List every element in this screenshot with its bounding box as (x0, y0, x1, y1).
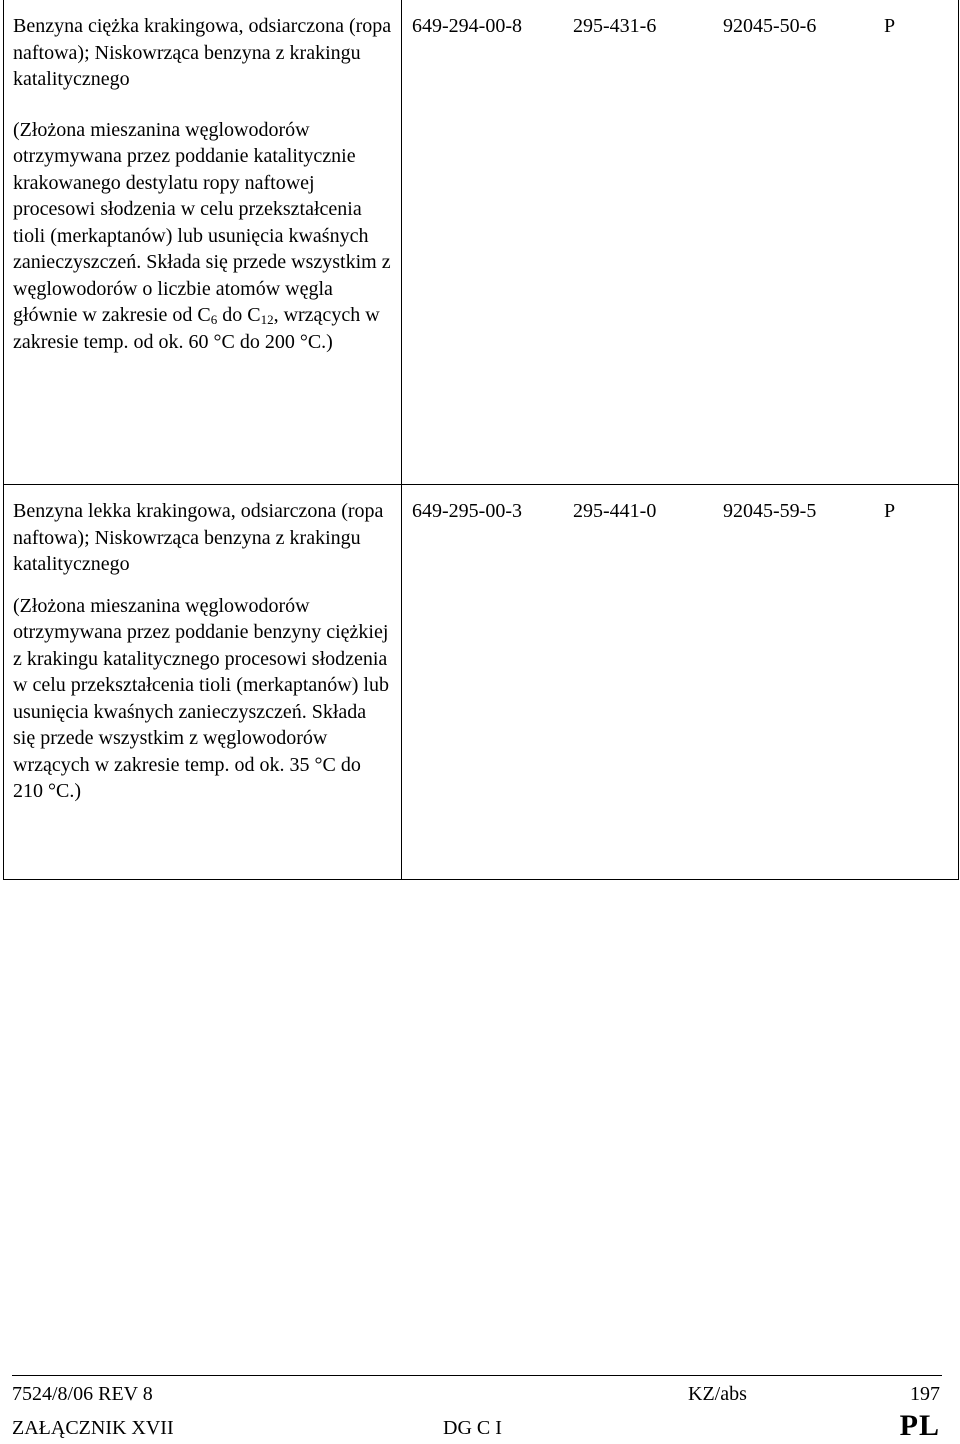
substance-cell (4, 0, 402, 485)
footer-dg: DG C I (443, 1417, 502, 1439)
ec-number: 295-431-6 (573, 15, 657, 37)
footer-divider (12, 1375, 942, 1376)
footer-annex: ZAŁĄCZNIK XVII (12, 1417, 174, 1439)
footer-initials: KZ/abs (688, 1383, 747, 1405)
cas-number: 92045-50-6 (723, 15, 817, 37)
substance-name: Benzyna ciężka krakingowa, odsiarczona (ropa naftowa); Niskowrząca benzyna z krakingu katalitycznego (13, 15, 392, 90)
substance-description: (Złożona mieszanina węglowodorów otrzymywana przez poddanie katalitycznie krakowanego destylatu ropy naftowej procesowi słodzenia w celu przekształcenia tioli (merkaptanów) lub usunięcia kwaśnych zanieczyszczeń. Składa się przede wszystkim z węglowodorów o liczbie atomów węgla głównie w zakresie od $C_6$ do $C_{12}$, wrzących w zakresie temp. od ok. 60 °C do 200 °C.) (13, 118, 391, 353)
identifiers-cell (402, 0, 959, 485)
footer-page-number: 197 (910, 1383, 940, 1405)
table-row (4, 485, 959, 880)
note-code: P (884, 500, 896, 522)
identifiers-cell (402, 485, 959, 880)
substance-name: Benzyna lekka krakingowa, odsiarczona (ropa naftowa); Niskowrząca benzyna z krakingu katalitycznego (13, 500, 384, 575)
index-number: 649-294-00-8 (412, 15, 522, 37)
ec-number: 295-441-0 (573, 500, 657, 522)
index-number: 649-295-00-3 (412, 500, 522, 522)
table-row (4, 0, 959, 485)
cas-number: 92045-59-5 (723, 500, 817, 522)
note-code: P (884, 15, 896, 37)
substance-cell (4, 485, 402, 880)
footer-language: PL (899, 1409, 940, 1442)
footer-doc-ref: 7524/8/06 REV 8 (12, 1383, 153, 1405)
substances-table (3, 0, 959, 880)
substance-description: (Złożona mieszanina węglowodorów otrzymywana przez poddanie benzyny ciężkiej z krakingu katalitycznego procesowi słodzenia w celu przekształcenia tioli (merkaptanów) lub usunięcia kwaśnych zanieczyszczeń. Składa się przede wszystkim z węglowodorów wrzących w zakresie temp. od ok. 35 °C do 210 °C.) (13, 594, 389, 802)
